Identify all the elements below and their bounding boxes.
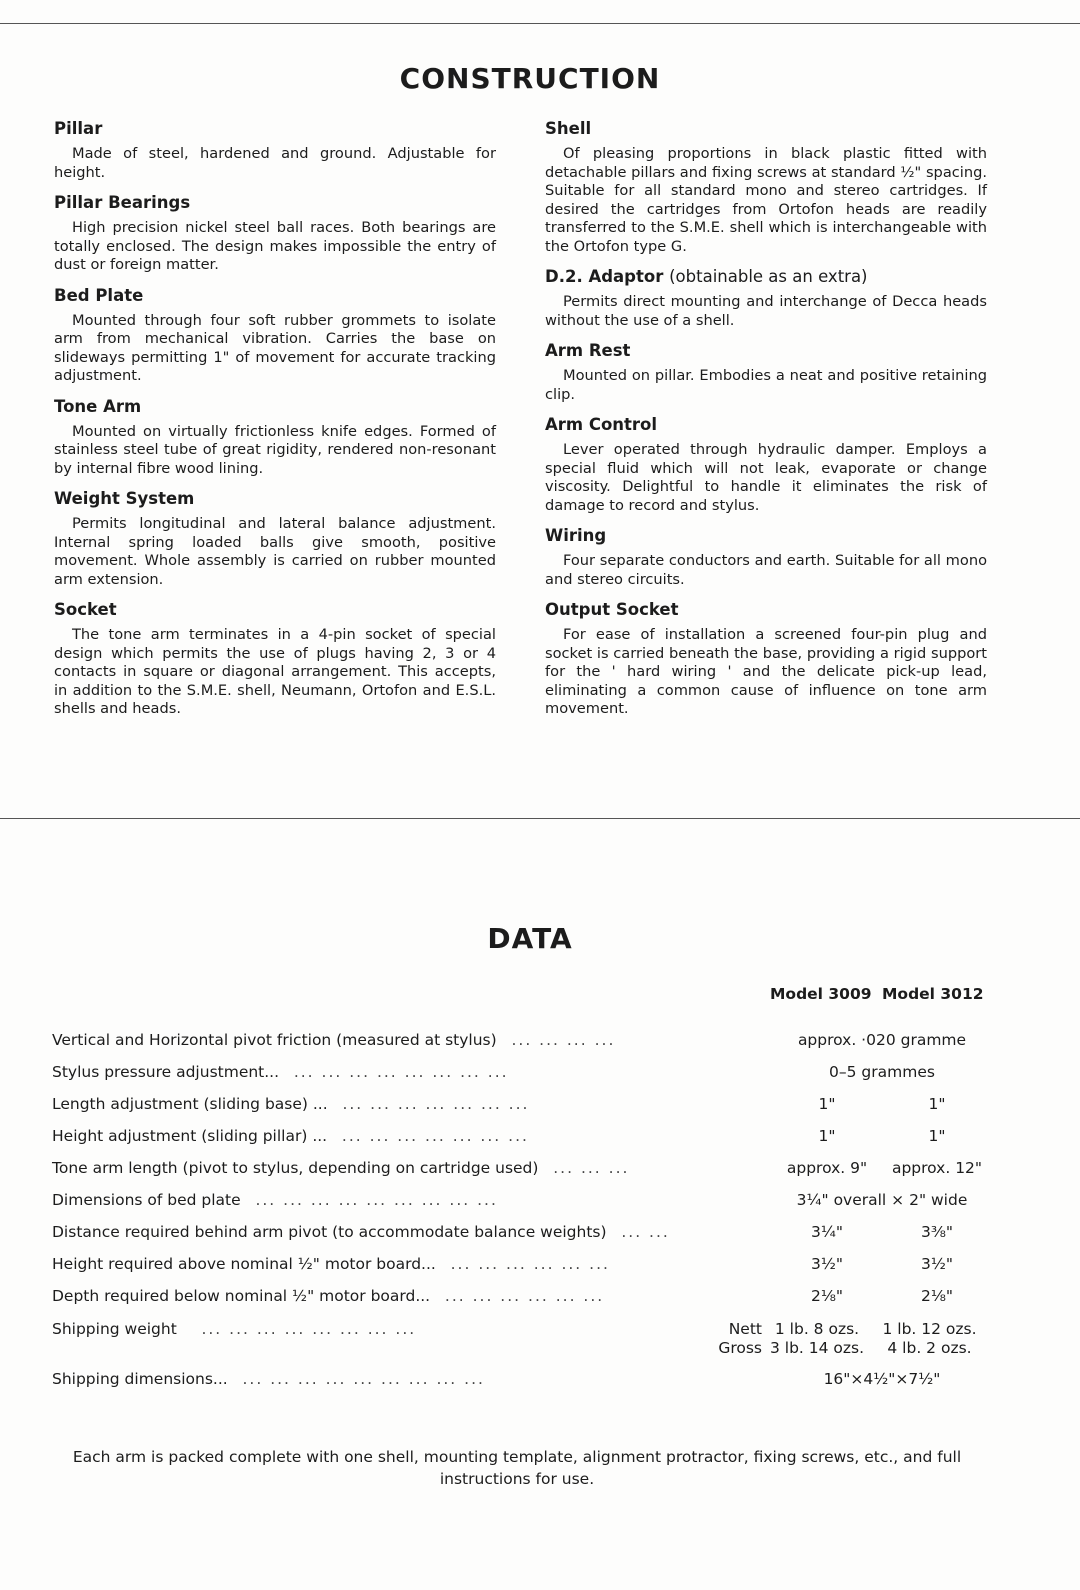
model-3012-header: Model 3012 (882, 985, 984, 1003)
data-row-shipping-weight (52, 1320, 992, 1360)
gross-weight-3009: 3 lb. 14 ozs. (769, 1339, 865, 1357)
section-pillar-bearings (54, 192, 496, 275)
section-arm-control (545, 414, 987, 515)
section-title: Shell (545, 119, 592, 138)
row-value-3012: 2⅛" (920, 1287, 953, 1305)
section-text: The tone arm terminates in a 4-pin socket of special design which permits the use of plugs having 2, 3 or 4 contacts in square or diagonal arrangement. This accepts, in addition to the S.M.E. shell, Neumann, Ortofon and E.S.L. shells and heads. (54, 626, 496, 717)
section-title: Output Socket (545, 600, 679, 619)
row-value: 0–5 grammes (829, 1063, 935, 1081)
data-row-height-above-board (52, 1255, 992, 1281)
construction-heading: CONSTRUCTION (399, 62, 661, 95)
row-label: Shipping weight (52, 1320, 177, 1338)
leader-dots: ... ... ... ... (511, 1031, 616, 1049)
gross-label: Gross (718, 1339, 762, 1357)
row-label: Height adjustment (sliding pillar) ... (52, 1127, 328, 1145)
section-title-row (545, 266, 987, 287)
section-arm-rest (545, 340, 987, 404)
row-value-3012: approx. 12" (891, 1159, 983, 1177)
section-title: Bed Plate (54, 285, 144, 305)
row-label: Vertical and Horizontal pivot friction (measured at stylus) (52, 1031, 497, 1049)
nett-weight-3012: 1 lb. 12 ozs. (882, 1320, 977, 1338)
section-title: Arm Rest (545, 341, 631, 360)
row-label: Length adjustment (sliding base) ... (52, 1095, 328, 1113)
row-label: Tone arm length (pivot to stylus, depending on cartridge used) (52, 1159, 539, 1177)
section-text: Permits longitudinal and lateral balance adjustment. Internal spring loaded balls give smooth, positive movement. Whole assembly is carried on rubber mounted arm extension. (54, 515, 496, 588)
row-value-3009: 2⅛" (810, 1287, 843, 1305)
model-header (770, 985, 986, 1003)
section-text: Lever operated through hydraulic damper. Employs a special fluid which will not leak, evaporate or change viscosity. Delightful to handle it eliminates the risk of damage to record and stylus. (545, 441, 987, 514)
row-label: Depth required below nominal ½" motor board... (52, 1287, 431, 1305)
data-row-stylus-pressure (52, 1063, 992, 1089)
leader-dots: ... ... ... ... ... ... ... ... (201, 1320, 417, 1338)
section-title: Pillar (54, 119, 103, 138)
row-value: 3¼" overall × 2" wide (796, 1191, 968, 1209)
row-label-line (52, 1370, 485, 1388)
section-socket (54, 599, 496, 719)
model-3009-header: Model 3009 (770, 985, 872, 1003)
row-value-3009: 1" (818, 1127, 836, 1145)
section-title-note: (obtainable as an extra) (669, 267, 868, 286)
leader-dots: ... ... ... (553, 1159, 630, 1177)
leader-dots: ... ... ... ... ... ... ... ... ... (255, 1191, 498, 1209)
leader-dots: ... ... ... ... ... ... ... (342, 1095, 530, 1113)
middle-rule (0, 818, 1080, 819)
construction-right-column (545, 118, 987, 729)
section-text: Mounted through four soft rubber grommets to isolate arm from mechanical vibration. Carries the base on slideways permitting 1" of movement for accurate tracking adjustment. (54, 311, 496, 384)
row-label-line (52, 1191, 498, 1209)
construction-left-column (54, 118, 496, 729)
row-value-3012: 3⅜" (920, 1223, 953, 1241)
nett-weight-3009: 1 lb. 8 ozs. (774, 1320, 860, 1338)
row-label: Shipping dimensions... (52, 1370, 228, 1388)
data-row-pivot-friction (52, 1031, 992, 1057)
weight-type-labels (672, 1320, 762, 1358)
data-row-shipping-dimensions (52, 1370, 992, 1396)
row-label: Distance required behind arm pivot (to accommodate balance weights) (52, 1223, 607, 1241)
row-value: 16"×4½"×7½" (823, 1370, 941, 1388)
section-output-socket (545, 599, 987, 719)
row-label-line (52, 1031, 615, 1049)
data-row-bed-plate-dimensions (52, 1191, 992, 1217)
data-row-length-adjustment (52, 1095, 992, 1121)
section-text: Made of steel, hardened and ground. Adjustable for height. (54, 145, 496, 181)
leader-dots: ... ... ... ... ... ... ... ... (293, 1063, 509, 1081)
gross-weight-3012: 4 lb. 2 ozs. (887, 1339, 972, 1357)
row-value-3009: 1" (818, 1095, 836, 1113)
section-shell (545, 118, 987, 256)
row-label-line (52, 1255, 610, 1273)
packing-note: Each arm is packed complete with one shell, mounting template, alignment protractor, fixing screws, etc., and full instructions for use. (72, 1447, 962, 1488)
row-label-line (52, 1320, 416, 1338)
section-pillar (54, 118, 496, 182)
section-title: D.2. Adaptor (545, 267, 664, 286)
row-value-3012: 1" (928, 1095, 946, 1113)
nett-label: Nett (728, 1320, 762, 1338)
section-wiring (545, 525, 987, 589)
section-title: Tone Arm (54, 396, 142, 416)
section-title: Socket (54, 600, 117, 619)
section-text: Mounted on pillar. Embodies a neat and positive retaining clip. (545, 367, 987, 403)
row-label: Dimensions of bed plate (52, 1191, 241, 1209)
row-label-line (52, 1063, 509, 1081)
section-title: Arm Control (545, 415, 658, 434)
section-title: Wiring (545, 526, 607, 545)
section-weight-system (54, 488, 496, 589)
leader-dots: ... ... ... ... ... ... (444, 1287, 605, 1305)
row-label-line (52, 1159, 629, 1177)
row-label-line (52, 1095, 529, 1113)
row-values-3009 (762, 1320, 872, 1358)
row-value-3012: 3½" (920, 1255, 953, 1273)
section-text: High precision nickel steel ball races. Both bearings are totally enclosed. The design makes impossible the entry of dust or foreign matter. (54, 219, 496, 273)
row-label: Stylus pressure adjustment... (52, 1063, 280, 1081)
row-label: Height required above nominal ½" motor board... (52, 1255, 436, 1273)
row-label-line (52, 1223, 670, 1241)
row-value: approx. ·020 gramme (797, 1031, 967, 1049)
section-d2-adaptor (545, 266, 987, 330)
section-text: Four separate conductors and earth. Suitable for all mono and stereo circuits. (545, 552, 987, 588)
row-label-line (52, 1127, 529, 1145)
data-row-depth-below-board (52, 1287, 992, 1313)
row-value-3012: 1" (928, 1127, 946, 1145)
section-text: For ease of installation a screened four-pin plug and socket is carried beneath the base, providing a rigid support for the ' hard wiring ' and the delicate pick-up lead, eliminating a common cause of influence on tone arm movement. (545, 626, 987, 717)
leader-dots: ... ... ... ... ... ... (450, 1255, 610, 1273)
section-title: Pillar Bearings (54, 193, 191, 212)
leader-dots: ... ... (621, 1223, 670, 1241)
section-bed-plate (54, 285, 496, 386)
section-title: Weight System (54, 489, 195, 508)
row-value-3009: 3½" (810, 1255, 843, 1273)
data-row-distance-behind-pivot (52, 1223, 992, 1249)
row-values-3012 (867, 1320, 992, 1358)
top-rule (0, 23, 1080, 24)
section-tone-arm (54, 396, 496, 479)
leader-dots: ... ... ... ... ... ... ... ... ... (242, 1370, 485, 1388)
row-value-3009: approx. 9" (786, 1159, 868, 1177)
row-value-3009: 3¼" (810, 1223, 843, 1241)
section-text: Of pleasing proportions in black plastic fitted with detachable pillars and fixing screws at standard ½" spacing. Suitable for all standard mono and stereo cartridges. If desired the cartridges from Ortofon heads are readily transferred to the S.M.E. shell which is interchangeable with the Ortofon type G. (545, 145, 987, 255)
data-row-height-adjustment (52, 1127, 992, 1153)
row-label-line (52, 1287, 604, 1305)
data-heading: DATA (487, 922, 573, 955)
section-text: Mounted on virtually frictionless knife edges. Formed of stainless steel tube of great rigidity, rendered non-resonant by internal fibre wood lining. (54, 422, 496, 477)
leader-dots: ... ... ... ... ... ... ... (341, 1127, 529, 1145)
data-row-tone-arm-length (52, 1159, 992, 1185)
section-text: Permits direct mounting and interchange of Decca heads without the use of a shell. (545, 293, 987, 329)
